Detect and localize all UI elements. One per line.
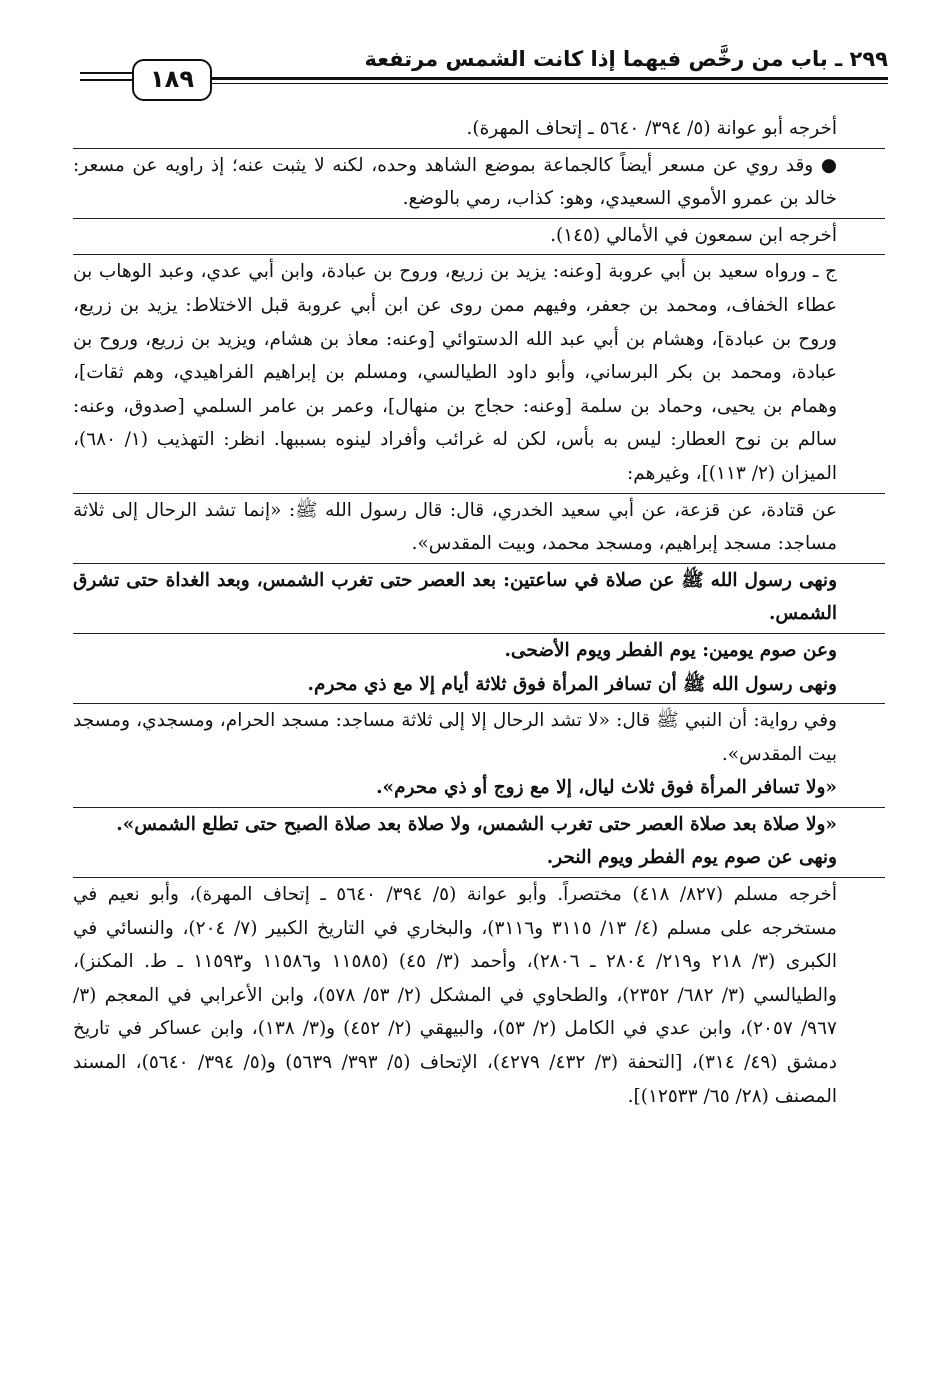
paragraph: «ولا تسافر المرأة فوق ثلاث ليال، إلا مع زوج أو ذي محرم».: [376, 777, 837, 799]
badge-line-top: [80, 72, 132, 74]
paragraph: ونهى رسول الله ﷺ عن صلاة في ساعتين: بعد العصر حتى تغرب الشمس، وبعد الغداة حتى تشرق الشمس.: [73, 563, 885, 631]
page-number-badge: ١٨٩: [132, 59, 212, 101]
paragraph: وعن صوم يومين: يوم الفطر ويوم الأضحى.: [73, 633, 885, 668]
badge-line-bottom: [80, 79, 132, 81]
paragraph: عن قتادة، عن قزعة، عن أبي سعيد الخدري، قال: قال رسول الله ﷺ: «إنما تشد الرحال إلى ثلاثة مساجد: مسجد إبراهيم، ومسجد محمد، وبيت المقدس».: [73, 493, 885, 561]
chapter-title: ٢٩٩ ـ باب من رخَّص فيهما إذا كانت الشمس مرتفعة: [364, 47, 888, 71]
paragraph: وفي رواية: أن النبي ﷺ قال: «لا تشد الرحال إلا إلى ثلاثة مساجد: مسجد الحرام، ومسجدي، ومسجد بيت المقدس».: [73, 703, 885, 771]
paragraph: أخرجه أبو عوانة (٥/ ٣٩٤/ ٥٦٤٠ ـ إتحاف المهرة).: [466, 118, 837, 139]
paragraph: «ولا صلاة بعد صلاة العصر حتى تغرب الشمس، ولا صلاة بعد صلاة الصبح حتى تطلع الشمس».: [73, 807, 885, 842]
page-body: [73, 112, 885, 1113]
header-rule: [198, 77, 888, 80]
paragraph: أخرجه مسلم (٨٢٧/ ٤١٨) مختصراً. وأبو عوانة (٥/ ٣٩٤/ ٥٦٤٠ ـ إتحاف المهرة)، وأبو نعيم في مستخرجه على مسلم (٤/ ١٣/ ٣١١٥ و٣١١٦)، والبخاري في التاريخ الكبير (٧/ ٢٠٤)، والنسائي في الكبرى (٣/ ٢١٨ و٢١٩/ ٢٨٠٤ ـ ٢٨٠٦)، وأحمد (٣/ ٤٥) (١١٥٨٥ و١١٥٨٦ و١١٥٩٣ ـ ط. المكنز)، والطيالسي (٣/ ٦٨٢/ ٢٣٥٢)، والطحاوي في المشكل (٢/ ٥٣/ ٥٧٨)، وابن الأعرابي في المعجم (٣/ ٩٦٧/ ٢٠٥٧)، وابن عدي في الكامل (٢/ ٥٣)، والبيهقي (٢/ ٤٥٢) و(٣/ ١٣٨)، وابن عساكر في تاريخ دمشق (٤٩/ ٣١٤)، [التحفة (٣/ ٤٣٢/ ٤٢٧٩)، الإتحاف (٥/ ٣٩٣/ ٥٦٣٩) و(٥/ ٣٩٤/ ٥٦٤٠)، المسند المصنف (٢٨/ ٦٥/ ١٢٥٣٣)].: [73, 877, 885, 1113]
paragraph: أخرجه ابن سمعون في الأمالي (١٤٥).: [73, 218, 885, 253]
page-header: [80, 44, 888, 92]
paragraph: ج ـ ورواه سعيد بن أبي عروبة [وعنه: يزيد بن زريع، وروح بن عبادة، وابن أبي عدي، وعبد الوهاب بن عطاء الخفاف، ومحمد بن جعفر، وفيهم ممن روى عن ابن أبي عروبة قبل الاختلاط: يزيد بن زريع، وروح بن عبادة]، وهشام بن أبي عبد الله الدستوائي [وعنه: معاذ بن هشام، ويزيد بن زريع، وروح بن عبادة، ومحمد بن بكر البرساني، وأبو داود الطيالسي، ومسلم بن إبراهيم الفراهيدي، وهم ثقات]، وهمام بن يحيى، وحماد بن سلمة [وعنه: حجاج بن منهال]، وعمر بن عامر السلمي [صدوق، وعنه: سالم بن نوح العطار: ليس به بأس، لكن له غرائب وأفراد لينوه بسببها. انظر: التهذيب (١/ ٦٨٠)، الميزان (٢/ ١١٣)]، وغيرهم:: [73, 254, 885, 490]
header-rule-thin: [198, 83, 888, 84]
paragraph: ونهى رسول الله ﷺ أن تسافر المرأة فوق ثلاثة أيام إلا مع ذي محرم.: [307, 673, 837, 695]
paragraph: ونهى عن صوم يوم الفطر ويوم النحر.: [546, 847, 837, 869]
paragraph: ● وقد روي عن مسعر أيضاً كالجماعة بموضع الشاهد وحده، لكنه لا يثبت عنه؛ إذ راويه عن مسعر: خالد بن عمرو الأموي السعيدي، وهو: كذاب، رمي بالوضع.: [73, 148, 885, 216]
